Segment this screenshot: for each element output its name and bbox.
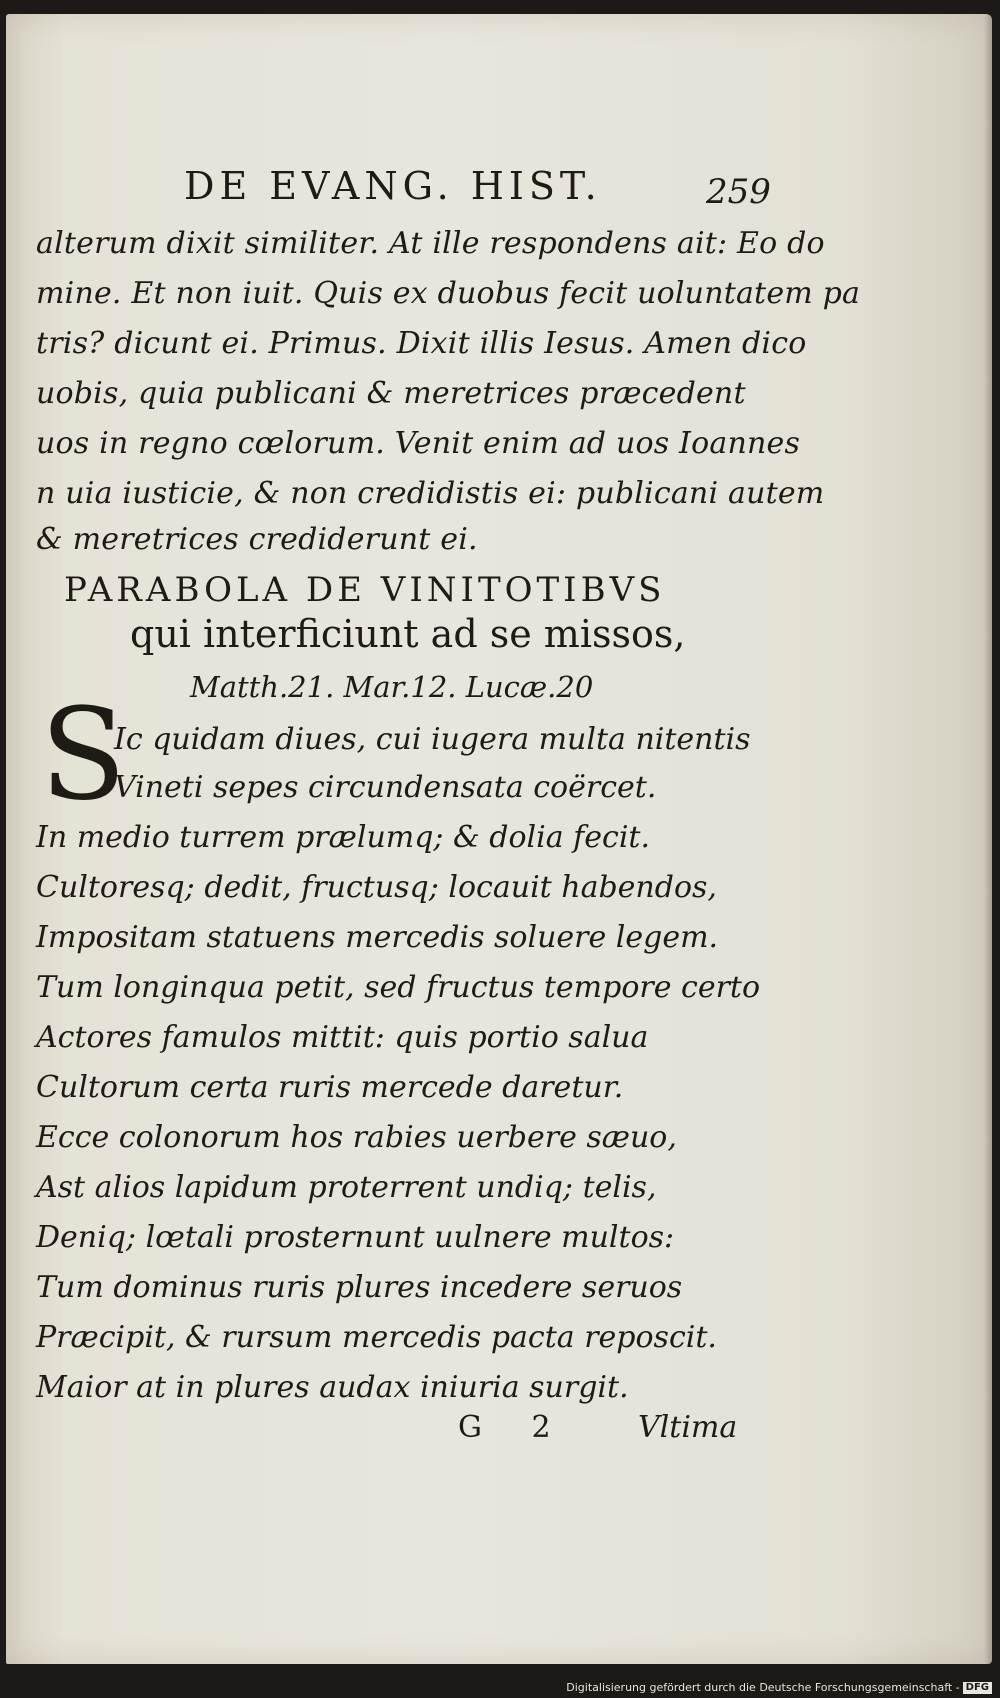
verse-line: Cultorum certa ruris mercede daretur. xyxy=(36,1070,624,1105)
verse-line: Actores famulos mittit: quis portio salua xyxy=(36,1020,649,1055)
book-page xyxy=(6,14,992,1664)
drop-cap: S xyxy=(40,681,127,828)
prose-line: uobis, quia publicani & meretrices præcedent xyxy=(36,376,746,411)
verse-line: Deniq; lœtali prosternunt uulnere multos: xyxy=(36,1220,675,1255)
verse-line: Ecce colonorum hos rabies uerbere sæuo, xyxy=(36,1120,677,1155)
prose-line: n uia iusticie, & non credidistis ei: publicani autem xyxy=(36,476,825,511)
prose-line: mine. Et non iuit. Quis ex duobus fecit uoluntatem pa xyxy=(36,276,861,311)
prose-line: uos in regno cœlorum. Venit enim ad uos Ioannes xyxy=(36,426,801,461)
verse-line: Impositam statuens mercedis soluere legem. xyxy=(36,920,719,955)
verse-line: Ic quidam diues, cui iugera multa nitentis xyxy=(114,722,751,757)
signature-mark: G 2 xyxy=(458,1410,571,1445)
digitization-credit xyxy=(566,1681,992,1694)
verse-line: Tum longinqua petit, sed fructus tempore certo xyxy=(36,970,761,1005)
prose-line: & meretrices crediderunt ei. xyxy=(36,522,478,557)
credit-text: Digitalisierung gefördert durch die Deutsche Forschungsgemeinschaft - xyxy=(566,1681,960,1694)
running-head: DE EVANG. HIST. xyxy=(184,164,602,208)
prose-line: tris? dicunt ei. Primus. Dixit illis Iesus. Amen dico xyxy=(36,326,807,361)
section-subheading: qui interficiunt ad se missos, xyxy=(130,612,686,656)
prose-line: alterum dixit similiter. At ille respondens ait: Eo do xyxy=(36,226,825,261)
scripture-reference: Matth.21. Mar.12. Lucæ.20 xyxy=(190,670,594,704)
verse-line: In medio turrem prælumq; & dolia fecit. xyxy=(36,820,651,855)
section-heading: PARABOLA DE VINITOTIBVS xyxy=(64,570,666,610)
folio-number: 259 xyxy=(706,172,771,212)
verse-line: Maior at in plures audax iniuria surgit. xyxy=(36,1370,629,1405)
page-edge-shadow xyxy=(984,14,992,1664)
verse-line: Præcipit, & rursum mercedis pacta reposcit. xyxy=(36,1320,717,1355)
verse-line: Ast alios lapidum proterrent undiq; telis, xyxy=(36,1170,657,1205)
verse-line: Vineti sepes circundensata coërcet. xyxy=(114,770,657,805)
verse-line: Cultoresq; dedit, fructusq; locauit habendos, xyxy=(36,870,717,905)
dfg-logo: DFG xyxy=(963,1682,992,1694)
catchword: Vltima xyxy=(638,1410,738,1445)
verse-line: Tum dominus ruris plures incedere seruos xyxy=(36,1270,683,1305)
